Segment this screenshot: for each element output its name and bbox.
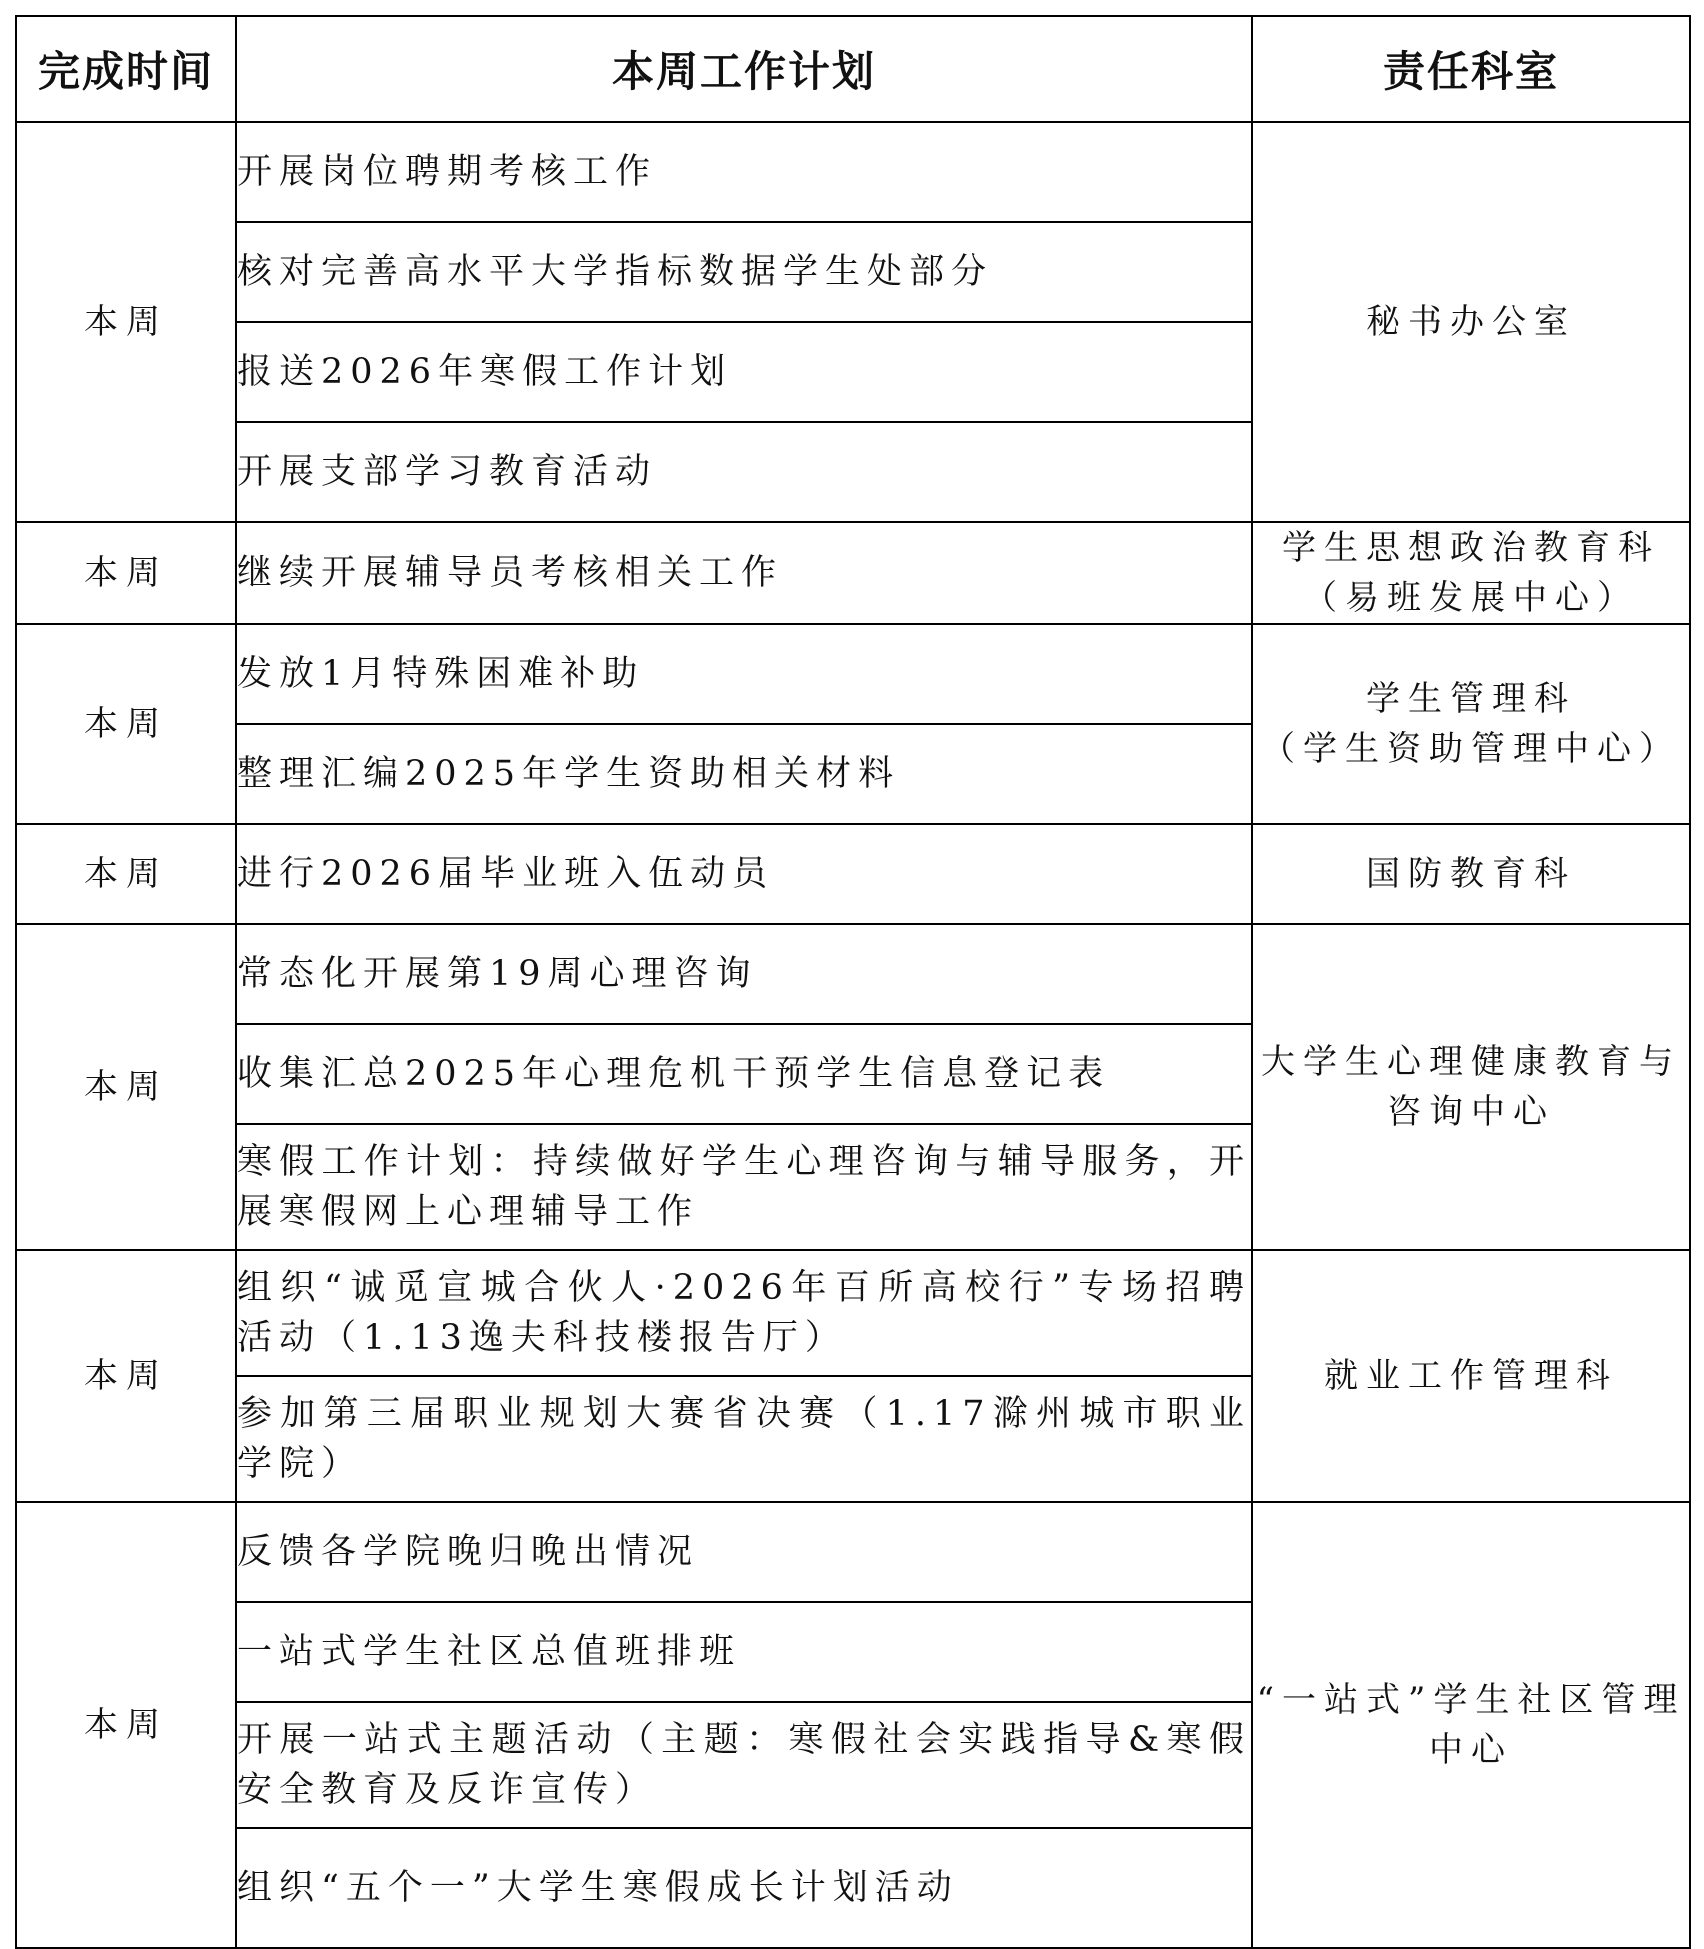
responsible-dept-cell: 大学生心理健康教育与咨询中心 [1252, 924, 1690, 1250]
work-plan-sheet [15, 15, 1689, 1949]
weekly-work-plan-table [15, 15, 1691, 1949]
task-cell: 组织“诚觅宣城合伙人·2026年百所高校行”专场招聘活动（1.13逸夫科技楼报告厅） [236, 1250, 1252, 1376]
responsible-dept-cell: 学生思想政治教育科 （易班发展中心） [1252, 522, 1690, 624]
table-row [16, 824, 1690, 924]
header-row [16, 16, 1690, 122]
table-row [16, 624, 1690, 724]
completion-time-cell: 本周 [16, 122, 236, 522]
table-row [16, 1250, 1690, 1376]
task-cell: 整理汇编2025年学生资助相关材料 [236, 724, 1252, 824]
completion-time-cell: 本周 [16, 1250, 236, 1502]
table-row [16, 522, 1690, 624]
task-cell: 常态化开展第19周心理咨询 [236, 924, 1252, 1024]
task-cell: 反馈各学院晚归晚出情况 [236, 1502, 1252, 1602]
header-completion-time: 完成时间 [16, 16, 236, 122]
task-cell: 一站式学生社区总值班排班 [236, 1602, 1252, 1702]
responsible-dept-cell: 学生管理科 （学生资助管理中心） [1252, 624, 1690, 824]
task-cell: 报送2026年寒假工作计划 [236, 322, 1252, 422]
task-cell: 继续开展辅导员考核相关工作 [236, 522, 1252, 624]
completion-time-cell: 本周 [16, 624, 236, 824]
task-cell: 参加第三届职业规划大赛省决赛（1.17滁州城市职业学院） [236, 1376, 1252, 1502]
completion-time-cell: 本周 [16, 824, 236, 924]
responsible-dept-cell: 国防教育科 [1252, 824, 1690, 924]
responsible-dept-cell: 就业工作管理科 [1252, 1250, 1690, 1502]
responsible-dept-cell: 秘书办公室 [1252, 122, 1690, 522]
task-cell: 开展一站式主题活动（主题：寒假社会实践指导&寒假安全教育及反诈宣传） [236, 1702, 1252, 1828]
task-cell: 核对完善高水平大学指标数据学生处部分 [236, 222, 1252, 322]
task-cell: 开展岗位聘期考核工作 [236, 122, 1252, 222]
header-responsible-dept: 责任科室 [1252, 16, 1690, 122]
task-cell: 发放1月特殊困难补助 [236, 624, 1252, 724]
completion-time-cell: 本周 [16, 924, 236, 1250]
table-row [16, 1502, 1690, 1602]
responsible-dept-cell: “一站式”学生社区管理中心 [1252, 1502, 1690, 1948]
table-row [16, 924, 1690, 1024]
task-cell: 进行2026届毕业班入伍动员 [236, 824, 1252, 924]
completion-time-cell: 本周 [16, 522, 236, 624]
task-cell: 寒假工作计划：持续做好学生心理咨询与辅导服务，开展寒假网上心理辅导工作 [236, 1124, 1252, 1250]
header-weekly-plan: 本周工作计划 [236, 16, 1252, 122]
task-cell: 开展支部学习教育活动 [236, 422, 1252, 522]
table-row [16, 122, 1690, 222]
completion-time-cell: 本周 [16, 1502, 236, 1948]
task-cell: 组织“五个一”大学生寒假成长计划活动 [236, 1828, 1252, 1948]
task-cell: 收集汇总2025年心理危机干预学生信息登记表 [236, 1024, 1252, 1124]
